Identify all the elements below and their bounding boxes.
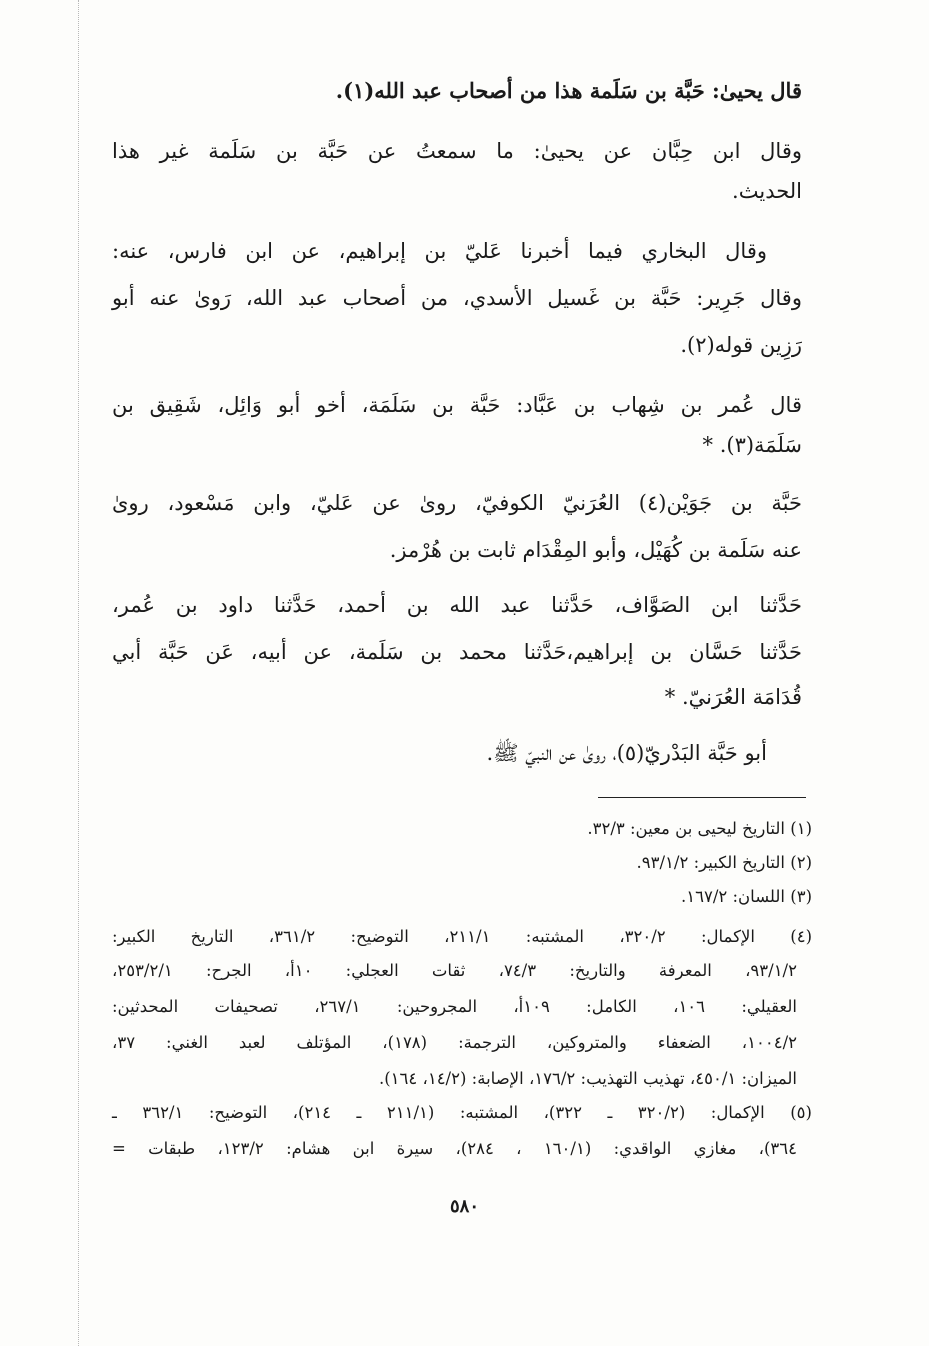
footnote-line-5: ٩٣/١/٢، المعرفة والتاريخ: ٧٤/٣، ثقات العجلي: ١٠أ، الجرح: ٢٥٣/٢/١، [112, 961, 797, 980]
footnote-line-2: (٢) التاريخ الكبير: ٩٣/١/٢. [636, 853, 812, 872]
footnote-separator [598, 797, 806, 798]
page-number: ٥٨٠ [449, 1196, 479, 1217]
body-line-1: قال يحيىٰ: حَبَّة بن سَلَمة هذا من أصحاب عبد الله(١). [335, 78, 802, 103]
body-line-9: حَبَّة بن جَوَيْن(٤) العُرَنيّ الكوفيّ، روىٰ عن عَليّ، وابن مَسْعود، روىٰ [112, 491, 802, 515]
body-line-4: وقال البخاري فيما أخبرنا عَليّ بن إبراهيم، عن ابن فارس، عنه: [112, 239, 767, 263]
footnote-line-10: ٣٦٤)، مغازي الواقدي: (١٦٠/١ ، ٢٨٤)، سيرة ابن هشام: ١٢٣/٢، طبقات = [112, 1139, 797, 1158]
body-line-12: حَدَّثنا حَسَّان بن إبراهيم،حَدَّثنا محمد بن سَلَمة، عن أبيه، عَن حَبَّة أبي [112, 640, 802, 664]
body-line-14: أبو حَبَّة البَدْريّ(٥)، روىٰ عن النبيّ ﷺ. [486, 741, 767, 765]
footnote-line-6: العقيلي: ١٠٦، الكامل: ١٠٩أ، المجروحين: ٢٦٧/١، تصحيفات المحدثين: [112, 997, 798, 1016]
footnote-line-4: (٤) الإكمال: ٣٢٠/٢، المشتبه: ٢١١/١، التوضيح: ٣٦١/٢، التاريخ الكبير: [112, 927, 812, 946]
body-line-7: قال عُمر بن شِهاب بن عَبَّاد: حَبَّة بن سَلَمَة، أخو أبو وَائِل، شَقِيق بن [112, 393, 802, 417]
body-line-5: وقال جَرِير: حَبَّة بن غَسيل الأسدي، من أصحاب عبد الله، رَوىٰ عنه أبو [112, 286, 802, 310]
footnote-line-7: ١٠٠٤/٢، الضعفاء والمتروكين، الترجمة: (١٧٨)، المؤتلف لعبد الغني: ٣٧، [112, 1033, 797, 1052]
body-line-2: وقال ابن حِبَّان عن يحيىٰ: ما سمعتُ عن حَبَّة بن سَلَمة غير هذا [112, 139, 802, 163]
body-line-3: الحديث. [732, 179, 802, 203]
body-line-8: سَلَمَة(٣). * [702, 433, 802, 457]
body-line-11: حَدَّثنا ابن الصَوَّاف، حَدَّثنا عبد الله بن أحمد، حَدَّثنا داود بن عُمر، [112, 593, 802, 617]
footnote-line-8: الميزان: ٤٥٠/١، تهذيب التهذيب: ١٧٦/٢، الإصابة: (١٤/٢، ١٦٤). [378, 1069, 797, 1088]
margin-dotted-line [78, 0, 79, 1346]
footnote-line-1: (١) التاريخ ليحيى بن معين: ٣٢/٣. [587, 819, 812, 838]
body-line-6: رَزِين قوله(٢). [680, 333, 802, 357]
footnote-line-9: (٥) الإكمال: (٣٢٠/٢ ـ ٣٢٢)، المشتبه: (٢١١/١ ـ ٢١٤)، التوضيح: ٣٦٢/١ ـ [112, 1103, 812, 1122]
body-line-13: قُدَامَة العُرَنيّ. * [664, 685, 802, 709]
footnote-line-3: (٣) اللسان: ١٦٧/٢. [680, 887, 812, 906]
body-line-10: عنه سَلَمة بن كُهَيْل، وأبو المِقْدَام ثابت بن هُرْمز. [389, 538, 802, 562]
